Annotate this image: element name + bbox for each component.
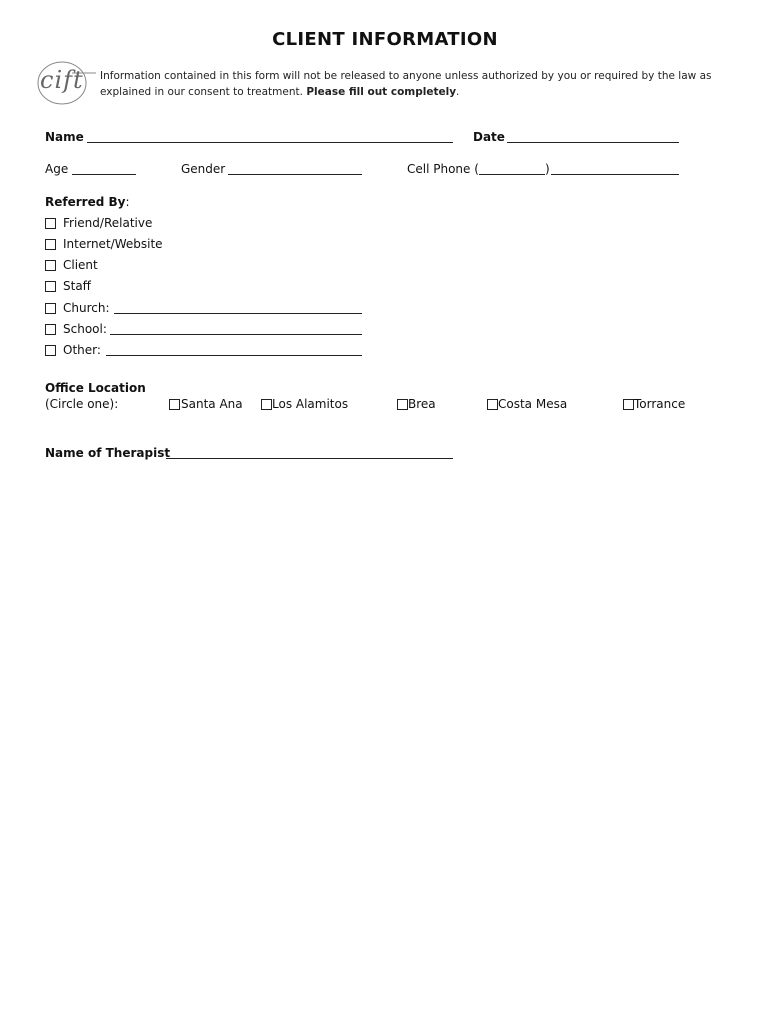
area-code-field[interactable]	[479, 174, 545, 175]
internet-website-checkbox[interactable]	[45, 239, 56, 250]
brea-checkbox[interactable]	[397, 399, 408, 410]
school-checkbox[interactable]	[45, 324, 56, 335]
client-checkbox[interactable]	[45, 260, 56, 271]
other-label: Other:	[63, 343, 101, 357]
other-field[interactable]	[106, 355, 362, 356]
staff-label: Staff	[63, 279, 91, 293]
brea-label: Brea	[408, 397, 436, 411]
torrance-checkbox[interactable]	[623, 399, 634, 410]
form-title: CLIENT INFORMATION	[272, 29, 498, 50]
church-field[interactable]	[114, 313, 362, 314]
santa-ana-label: Santa Ana	[181, 397, 243, 411]
staff-checkbox[interactable]	[45, 281, 56, 292]
internet-website-label: Internet/Website	[63, 237, 163, 251]
los-alamitos-checkbox[interactable]	[261, 399, 272, 410]
santa-ana-checkbox[interactable]	[169, 399, 180, 410]
church-checkbox[interactable]	[45, 303, 56, 314]
friend-relative-checkbox[interactable]	[45, 218, 56, 229]
office-location-heading: Office Location	[45, 381, 146, 395]
referred-by-heading: Referred By:	[45, 195, 130, 209]
costa-mesa-label: Costa Mesa	[498, 397, 568, 411]
church-label: Church:	[63, 301, 110, 315]
intro-paragraph: Information contained in this form will not be released to anyone unless authorized by you or required by the law as explained in our consent to treatment. Please fill out completely.	[100, 70, 712, 98]
cell-phone-field[interactable]	[551, 174, 679, 175]
cell-phone-label: Cell Phone (	[407, 162, 479, 176]
school-field[interactable]	[110, 334, 362, 335]
torrance-label: Torrance	[634, 397, 686, 411]
therapist-field[interactable]	[166, 458, 453, 459]
gender-field[interactable]	[228, 174, 362, 175]
gender-label: Gender	[181, 162, 226, 176]
friend-relative-label: Friend/Relative	[63, 216, 153, 230]
other-checkbox[interactable]	[45, 345, 56, 356]
client-label: Client	[63, 258, 98, 272]
age-field[interactable]	[72, 174, 136, 175]
intro-bold-text: Please fill out completely	[306, 86, 457, 98]
age-label: Age	[45, 162, 69, 176]
therapist-label: Name of Therapist	[45, 446, 171, 460]
date-label: Date	[473, 130, 505, 144]
school-label: School:	[63, 322, 107, 336]
name-field[interactable]	[87, 142, 453, 143]
costa-mesa-checkbox[interactable]	[487, 399, 498, 410]
circle-one-label: (Circle one):	[45, 397, 119, 411]
date-field[interactable]	[507, 142, 679, 143]
los-alamitos-label: Los Alamitos	[272, 397, 349, 411]
name-label: Name	[45, 130, 84, 144]
logo-wordmark: cift	[40, 66, 84, 94]
cell-phone-close-paren: )	[545, 162, 550, 176]
